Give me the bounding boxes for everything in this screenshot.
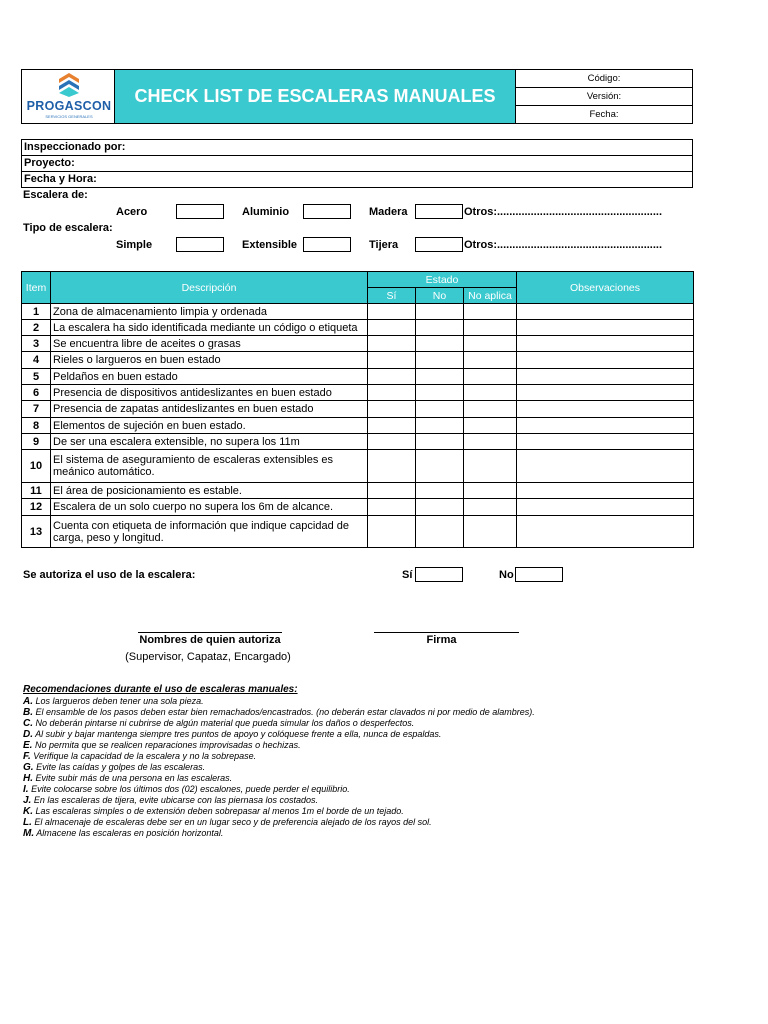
recommendation-item xyxy=(23,817,703,828)
observations-cell[interactable] xyxy=(517,499,694,516)
recommendation-key: L. xyxy=(23,817,32,828)
type-tijera-checkbox[interactable] xyxy=(415,237,463,252)
item-description: Peldaños en buen estado xyxy=(51,369,368,385)
recommendations xyxy=(23,684,703,839)
authorize-no-label: No xyxy=(499,569,514,581)
status-no-aplica-cell[interactable] xyxy=(464,352,517,369)
recommendation-text: No permita que se realicen reparaciones improvisadas o hechizas. xyxy=(32,740,301,750)
recommendation-text: En las escaleras de tijera, evite ubicarse con las piernasa los costados. xyxy=(31,795,318,805)
meta-version: Versión: xyxy=(515,87,693,106)
status-no-aplica-cell[interactable] xyxy=(464,499,517,516)
ladder-type-label: Tipo de escalera: xyxy=(23,222,113,234)
status-si-cell[interactable] xyxy=(368,516,416,548)
recommendation-item xyxy=(23,718,703,729)
item-number: 11 xyxy=(22,483,51,499)
type-simple-checkbox[interactable] xyxy=(176,237,224,252)
item-description: El área de posicionamiento es estable. xyxy=(51,483,368,499)
table-row xyxy=(22,418,694,434)
status-no-cell[interactable] xyxy=(416,320,464,336)
item-description: La escalera ha sido identificada mediante un código o etiqueta xyxy=(51,320,368,336)
recommendation-key: H. xyxy=(23,773,33,784)
status-no-cell[interactable] xyxy=(416,418,464,434)
status-no-aplica-cell[interactable] xyxy=(464,483,517,499)
checklist-table xyxy=(21,271,694,548)
status-no-cell[interactable] xyxy=(416,385,464,401)
recommendation-item xyxy=(23,751,703,762)
recommendation-item xyxy=(23,828,703,839)
item-description: Zona de almacenamiento limpia y ordenada xyxy=(51,304,368,320)
item-number: 4 xyxy=(22,352,51,369)
recommendation-key: J. xyxy=(23,795,32,806)
status-no-cell[interactable] xyxy=(416,352,464,369)
observations-cell[interactable] xyxy=(517,434,694,450)
recommendation-item xyxy=(23,784,703,795)
status-si-cell[interactable] xyxy=(368,336,416,352)
status-no-aplica-cell[interactable] xyxy=(464,385,517,401)
datetime-field[interactable]: Fecha y Hora: xyxy=(21,171,693,188)
status-no-cell[interactable] xyxy=(416,450,464,483)
observations-cell[interactable] xyxy=(517,516,694,548)
status-no-aplica-cell[interactable] xyxy=(464,336,517,352)
observations-cell[interactable] xyxy=(517,385,694,401)
col-description: Descripción xyxy=(51,272,368,304)
recommendation-key: I. xyxy=(23,784,29,795)
material-madera-checkbox[interactable] xyxy=(415,204,463,219)
recommendation-item xyxy=(23,795,703,806)
col-item: Item xyxy=(22,272,51,304)
item-description: Se encuentra libre de aceites o grasas xyxy=(51,336,368,352)
recommendation-key: G. xyxy=(23,762,34,773)
status-no-cell[interactable] xyxy=(416,369,464,385)
material-acero-checkbox[interactable] xyxy=(176,204,224,219)
status-si-cell[interactable] xyxy=(368,385,416,401)
item-description: Escalera de un solo cuerpo no supera los 6m de alcance. xyxy=(51,499,368,516)
authorize-si-checkbox[interactable] xyxy=(415,567,463,582)
page-title xyxy=(114,69,516,124)
material-acero-label: Acero xyxy=(116,206,148,218)
table-row xyxy=(22,320,694,336)
status-no-cell[interactable] xyxy=(416,516,464,548)
col-observaciones: Observaciones xyxy=(517,272,694,304)
signature-line[interactable] xyxy=(374,632,519,633)
status-si-cell[interactable] xyxy=(368,304,416,320)
recommendation-key: E. xyxy=(23,740,33,751)
recommendation-item xyxy=(23,707,703,718)
recommendation-item xyxy=(23,773,703,784)
logo-text: PROGASCON xyxy=(26,99,112,113)
status-si-cell[interactable] xyxy=(368,418,416,434)
recommendation-key: B. xyxy=(23,707,33,718)
item-number: 10 xyxy=(22,450,51,483)
item-number: 3 xyxy=(22,336,51,352)
table-row xyxy=(22,401,694,418)
status-no-aplica-cell[interactable] xyxy=(464,450,517,483)
authorizer-name-line[interactable] xyxy=(138,632,282,633)
col-no: No xyxy=(416,288,464,304)
logo-icon xyxy=(59,73,79,97)
item-number: 7 xyxy=(22,401,51,418)
status-no-cell[interactable] xyxy=(416,483,464,499)
table-row xyxy=(22,516,694,548)
item-number: 6 xyxy=(22,385,51,401)
logo-cell xyxy=(21,69,115,124)
recommendation-key: D. xyxy=(23,729,33,740)
recommendation-key: M. xyxy=(23,828,35,839)
status-si-cell[interactable] xyxy=(368,320,416,336)
status-si-cell[interactable] xyxy=(368,483,416,499)
status-no-cell[interactable] xyxy=(416,401,464,418)
recommendation-key: A. xyxy=(23,696,33,707)
item-number: 8 xyxy=(22,418,51,434)
recommendation-item xyxy=(23,762,703,773)
status-no-cell[interactable] xyxy=(416,304,464,320)
ladder-material-label: Escalera de: xyxy=(23,189,88,201)
project-field[interactable]: Proyecto: xyxy=(21,155,693,172)
status-no-aplica-cell[interactable] xyxy=(464,304,517,320)
col-estado: Estado xyxy=(368,272,517,288)
observations-cell[interactable] xyxy=(517,320,694,336)
meta-fecha: Fecha: xyxy=(515,105,693,124)
item-description: Elementos de sujeción en buen estado. xyxy=(51,418,368,434)
material-otros-field[interactable]: Otros:...................................................... xyxy=(464,206,663,218)
recommendation-key: F. xyxy=(23,751,31,762)
status-no-cell[interactable] xyxy=(416,434,464,450)
recommendation-text: Al subir y bajar mantenga siempre tres puntos de apoyo y colóquese frente a ella, nunca de espaldas. xyxy=(33,729,442,739)
material-aluminio-label: Aluminio xyxy=(242,206,290,218)
item-description: Presencia de dispositivos antideslizantes en buen estado xyxy=(51,385,368,401)
col-no-aplica: No aplica xyxy=(464,288,517,304)
authorize-no-checkbox[interactable] xyxy=(515,567,563,582)
table-row xyxy=(22,499,694,516)
observations-cell[interactable] xyxy=(517,450,694,483)
table-row xyxy=(22,352,694,369)
item-description: De ser una escalera extensible, no supera los 11m xyxy=(51,434,368,450)
recommendation-item xyxy=(23,806,703,817)
item-number: 13 xyxy=(22,516,51,548)
observations-cell[interactable] xyxy=(517,401,694,418)
item-description: El sistema de aseguramiento de escaleras extensibles es meánico automático. xyxy=(51,450,368,483)
status-no-aplica-cell[interactable] xyxy=(464,516,517,548)
type-simple-label: Simple xyxy=(116,239,153,251)
status-si-cell[interactable] xyxy=(368,369,416,385)
page-title-text: CHECK LIST DE ESCALERAS MANUALES xyxy=(134,86,496,106)
material-madera-label: Madera xyxy=(369,206,408,218)
inspector-field[interactable]: Inspeccionado por: xyxy=(21,139,693,156)
recommendation-text: Verifique la capacidad de la escalera y no la sobrepase. xyxy=(30,751,257,761)
meta-codigo: Código: xyxy=(515,69,693,88)
status-si-cell[interactable] xyxy=(368,499,416,516)
status-no-aplica-cell[interactable] xyxy=(464,434,517,450)
item-description: Presencia de zapatas antideslizantes en buen estado xyxy=(51,401,368,418)
recommendation-text: Las escaleras simples o de extensión deben sobrepasar al menos 1m el borde de un tejado. xyxy=(33,806,404,816)
signature-label: Firma xyxy=(426,634,457,646)
table-row xyxy=(22,434,694,450)
recommendation-item xyxy=(23,729,703,740)
item-number: 9 xyxy=(22,434,51,450)
observations-cell[interactable] xyxy=(517,304,694,320)
observations-cell[interactable] xyxy=(517,336,694,352)
recommendation-text: No deberán pintarse ni cubrirse de algún material que pueda simular los daños o desperfectos. xyxy=(33,718,415,728)
status-no-cell[interactable] xyxy=(416,499,464,516)
item-number: 2 xyxy=(22,320,51,336)
status-no-aplica-cell[interactable] xyxy=(464,369,517,385)
table-row xyxy=(22,483,694,499)
table-row xyxy=(22,369,694,385)
item-number: 5 xyxy=(22,369,51,385)
status-no-aplica-cell[interactable] xyxy=(464,401,517,418)
recommendation-item xyxy=(23,696,703,707)
type-tijera-label: Tijera xyxy=(369,239,399,251)
observations-cell[interactable] xyxy=(517,369,694,385)
recommendation-key: C. xyxy=(23,718,33,729)
observations-cell[interactable] xyxy=(517,418,694,434)
item-description: Rieles o largueros en buen estado xyxy=(51,352,368,369)
recommendation-text: Evite colocarse sobre los últimos dos (02) escalones, puede perder el equilibrio. xyxy=(28,784,350,794)
authorize-si-label: Sí xyxy=(402,569,413,581)
status-si-cell[interactable] xyxy=(368,401,416,418)
status-si-cell[interactable] xyxy=(368,352,416,369)
status-si-cell[interactable] xyxy=(368,450,416,483)
logo-subtext: SERVICIOS GENERALES xyxy=(45,114,93,119)
col-si: Sí xyxy=(368,288,416,304)
recommendation-key: K. xyxy=(23,806,33,817)
recommendation-text: Los largueros deben tener una sola pieza. xyxy=(33,696,204,706)
table-row xyxy=(22,385,694,401)
status-no-aplica-cell[interactable] xyxy=(464,418,517,434)
recommendation-text: Evite subir más de una persona en las escaleras. xyxy=(33,773,233,783)
recommendations-title: Recomendaciones durante el uso de escaleras manuales: xyxy=(23,684,298,695)
authorizer-role-hint: (Supervisor, Capataz, Encargado) xyxy=(125,651,291,663)
recommendation-text: Almacene las escaleras en posición horizontal. xyxy=(34,828,224,838)
recommendation-text: Evite las caídas y golpes de las escaleras. xyxy=(33,762,206,772)
table-row xyxy=(22,450,694,483)
table-row xyxy=(22,336,694,352)
observations-cell[interactable] xyxy=(517,352,694,369)
status-si-cell[interactable] xyxy=(368,434,416,450)
observations-cell[interactable] xyxy=(517,483,694,499)
material-aluminio-checkbox[interactable] xyxy=(303,204,351,219)
status-no-aplica-cell[interactable] xyxy=(464,320,517,336)
recommendation-text: El almacenaje de escaleras debe ser en un lugar seco y de preferencia alejado de los rayos del sol. xyxy=(31,817,432,827)
recommendation-item xyxy=(23,740,703,751)
recommendation-text: El ensamble de los pasos deben estar bien remachados/encastrados. (no deberán estar clavados ni por medio de alambres). xyxy=(33,707,535,717)
item-number: 1 xyxy=(22,304,51,320)
type-extensible-label: Extensible xyxy=(242,239,298,251)
authorizer-name-label: Nombres de quien autoriza xyxy=(139,634,281,646)
item-description: Cuenta con etiqueta de información que indique capcidad de carga, peso y longitud. xyxy=(51,516,368,548)
status-no-cell[interactable] xyxy=(416,336,464,352)
table-row xyxy=(22,304,694,320)
item-number: 12 xyxy=(22,499,51,516)
type-extensible-checkbox[interactable] xyxy=(303,237,351,252)
type-otros-field[interactable]: Otros:...................................................... xyxy=(464,239,663,251)
authorize-question: Se autoriza el uso de la escalera: xyxy=(23,569,196,581)
